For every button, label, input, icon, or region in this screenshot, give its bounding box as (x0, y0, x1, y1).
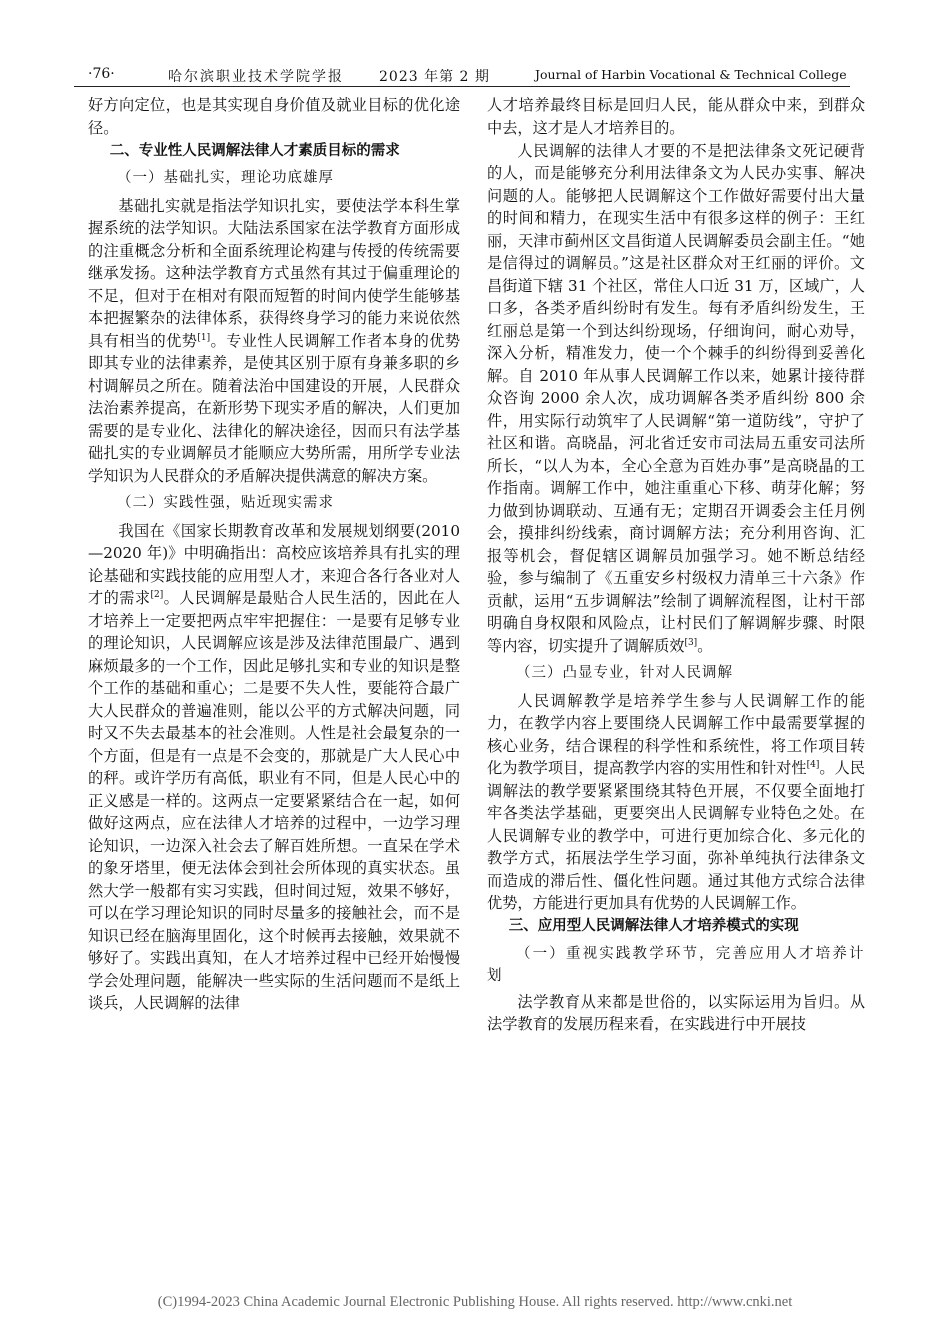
paragraph: 人民调解的法律人才要的不是把法律条文死记硬背的人，而是能够充分利用法律条文为人民办实事、解决问题的人。能够把人民调解这个工作做好需要付出大量的时间和精力，在现实生活中有很多这样的例子：王红丽，天津市蓟州区文昌街道人民调解委员会副主任。“她是信得过的调解员。”这是社区群众对王红丽的评价。文昌街道下辖 31 个社区，常住人口近 31 万，区域广，人口多，各类矛盾纠纷时有发生。每有矛盾纠纷发生，王红丽总是第一个到达纠纷现场，仔细询问，耐心劝导，深入分析，精准发力，使一个个棘手的纠纷得到妥善化解。自 2010 年从事人民调解工作以来，她累计接待群众咨询 2000 余人次，成功调解各类矛盾纠纷 800 余件，用实际行动筑牢了人民调解“第一道防线”，守护了社区和谐。高晓晶，河北省迁安市司法局五重安司法所所长，“以人为本，全心全意为百姓办事”是高晓晶的工作指南。调解工作中，她注重重心下移、萌芽化解；努力做到协调联动、互通有无；定期召开调委会主任月例会，摸排纠纷线索，商讨调解方法；充分利用咨询、汇报等机会，督促辖区调解员加强学习。她不断总结经验，参与编制了《五重安乡村级权力清单三十六条》作贡献，运用“五步调解法”绘制了调解流程图，让村干部明确自身权限和风险点，让村民们了解调解步骤、时限等内容，切实提升了调解质效[3]。 (487, 141, 865, 655)
issue-label: 2023 年第 2 期 (379, 69, 490, 85)
subsection-3-1-heading: （一）重视实践教学环节，完善应用人才培养计划 (487, 945, 865, 984)
paragraph: 法学教育从来都是世俗的，以实际运用为旨归。从法学教育的发展历程来看，在实践进行中开展技 (487, 992, 865, 1033)
citation-ref[interactable]: [3] (684, 637, 698, 648)
paragraph: 基础扎实就是指法学知识扎实，要使法学本科生掌握系统的法学知识。大陆法系国家在法学教育方面形成的注重概念分析和全面系统理论构建与传授的传统需要继承发扬。这种法学教育方式虽然有其过于偏重理论的不足，但对于在相对有限而短暂的时间内使学生能够基本把握繁杂的法律体系，获得终身学习的能力来说依然具有相当的优势[1]。专业性人民调解工作者本身的优势即其专业的法律素养，是使其区别于原有身兼多职的乡村调解员之所在。随着法治中国建设的开展，人民群众法治素养提高，在新形势下现实矛盾的解决，人们更加需要的是专业化、法律化的解决途径，因而只有法学基础扎实的专业调解员才能顺应大势所需，用所学专业法学知识为人民群众的矛盾解决提供满意的解决方案。 (88, 196, 461, 485)
paragraph: 人民调解教学是培养学生参与人民调解工作的能力，在教学内容上要围绕人民调解工作中最需要掌握的核心业务，结合课程的科学性和系统性，将工作项目转化为教学项目，提高教学内容的实用性和针对性[4]。人民调解法的教学要紧紧围绕其特色开展，不仅要全面地打牢各类法学基础，更要突出人民调解专业特色之处。在人民调解专业的教学中，可进行更加综合化、多元化的教学方式，拓展法学生学习面，弥补单纯执行法律条文而造成的滞后性、僵化性问题。通过其他方式综合法律优势，方能进行更加具有优势的人民调解工作。 (487, 691, 865, 912)
journal-title-cn: 哈尔滨职业技术学院学报 (168, 69, 344, 85)
section-3-heading: 三、应用型人民调解法律人才培养模式的实现 (508, 918, 799, 934)
copyright-footer: (C)1994-2023 China Academic Journal Electronic Publishing House. All rights reserved. http://www.cnki.net (157, 1294, 793, 1310)
journal-title-en: Journal of Harbin Vocational & Technical College (535, 67, 847, 82)
subsection-3-heading: （三）凸显专业，针对人民调解 (516, 665, 733, 681)
continued-paragraph: 人才培养最终目标是回归人民，能从群众中来，到群众中去，这才是人才培养目的。 (487, 96, 865, 137)
citation-ref[interactable]: [2] (150, 589, 164, 600)
section-2-heading: 二、专业性人民调解法律人才素质目标的需求 (109, 142, 400, 159)
left-column (88, 94, 460, 1015)
citation-ref[interactable]: [1] (197, 332, 211, 343)
subsection-1-heading: （一）基础扎实，理论功底雄厚 (117, 170, 334, 186)
subsection-2-heading: （二）实践性强，贴近现实需求 (117, 495, 334, 511)
continued-paragraph: 好方向定位，也是其实现自身价值及就业目标的优化途径。 (88, 96, 460, 137)
paragraph: 我国在《国家长期教育改革和发展规划纲要(2010—2020 年)》中明确指出：高校应该培养具有扎实的理论基础和实践技能的应用型人才，来迎合各行各业对人才的需求[2]。人民调解是最贴合人民生活的，因此在人才培养上一定要把两点牢牢把握住：一是要有足够专业的理论知识，人民调解应该是涉及法律范围最广、遇到麻烦最多的一个工作，因此足够扎实和专业的知识是整个工作的基础和重心；二是要不失人性，要能符合最广大人民群众的普遍准则，能以公平的方式解决问题，同时又不失去最基本的社会准则。人性是社会最复杂的一个方面，但是有一点是不会变的，那就是广大人民心中的秤。或许学历有高低，职业有不同，但是人民心中的正义感是一样的。这两点一定要紧紧结合在一起，如何做好这两点，应在法律人才培养的过程中，一边学习理论知识，一边深入社会去了解百姓所想。一直呆在学术的象牙塔里，便无法体会到社会所体现的真实状态。虽然大学一般都有实习实践，但时间过短，效果不够好，可以在学习理论知识的同时尽量多的接触社会，而不是知识已经在脑海里固化，这个时候再去接触，效果就不够好了。实践出真知，在人才培养过程中已经开始慢慢学会处理问题，能解决一些实际的生活问题而不是纸上谈兵，人民调解的法律 (88, 521, 461, 1012)
citation-ref[interactable]: [4] (806, 759, 820, 770)
right-column (487, 94, 865, 1036)
page-number: ·76· (88, 66, 115, 82)
running-header (74, 62, 850, 87)
